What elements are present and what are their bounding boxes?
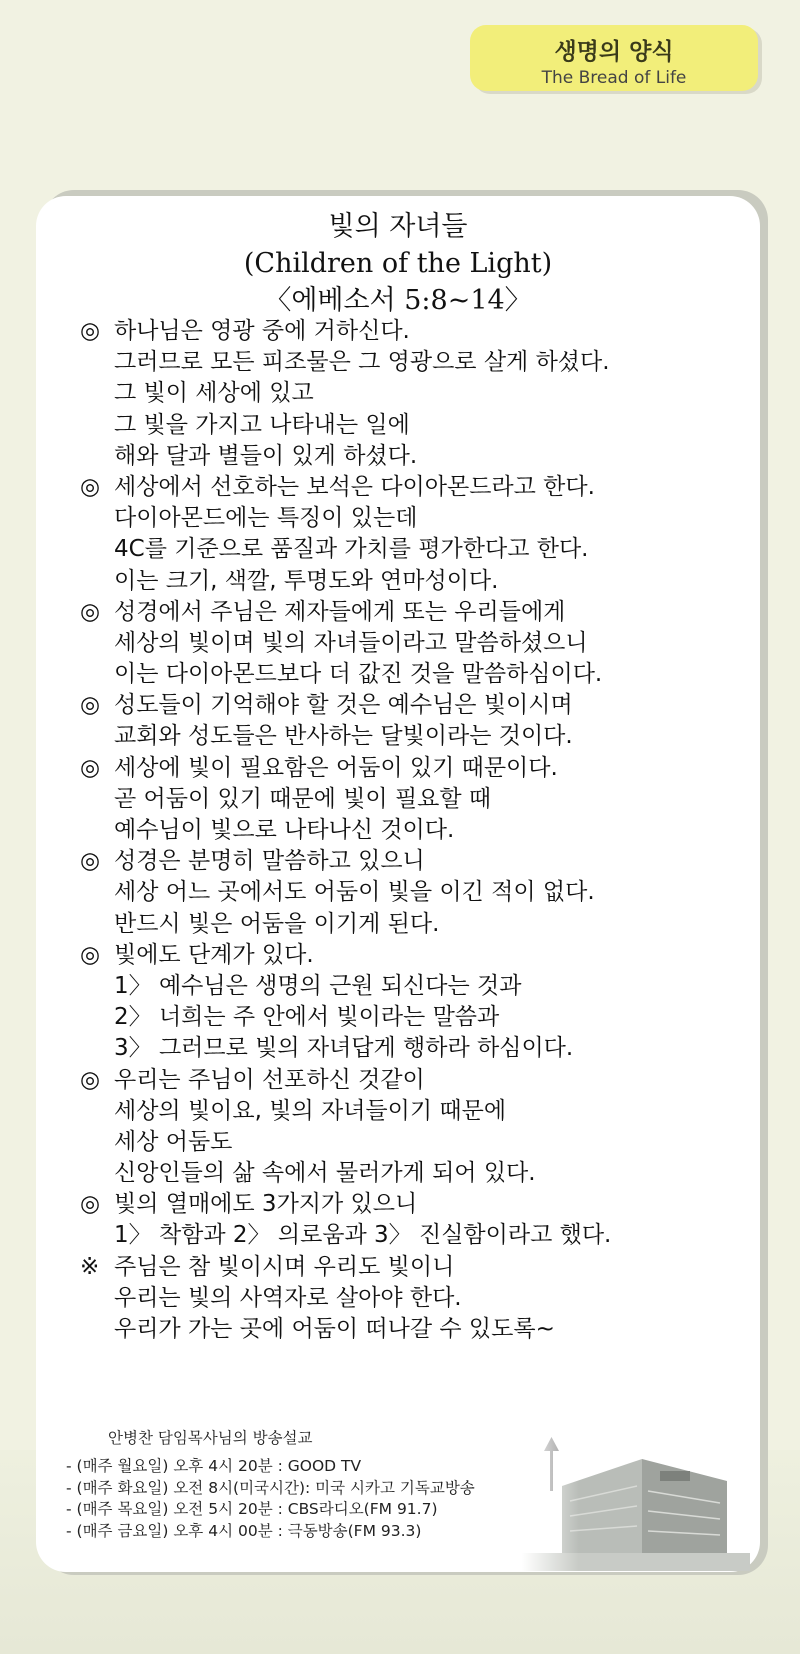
bullet-mark: ◎ xyxy=(80,1191,101,1218)
sermon-heading xyxy=(36,208,760,319)
sermon-line xyxy=(80,659,750,690)
bullet-mark: ◎ xyxy=(80,598,101,625)
sermon-line-text: 2〉 너희는 주 안에서 빛이라는 말씀과 xyxy=(114,1004,500,1031)
sermon-line-text: 다이아몬드에는 특징이 있는데 xyxy=(114,505,418,532)
sermon-line xyxy=(80,877,750,908)
bullet-mark: ◎ xyxy=(80,318,101,344)
sermon-line-text: 3〉 그러므로 빛의 자녀답게 행하라 하심이다. xyxy=(114,1035,574,1062)
sermon-line-text: 반드시 빛은 어둠을 이기게 된다. xyxy=(114,910,440,937)
sermon-line xyxy=(80,971,750,1002)
sermon-line xyxy=(80,784,750,815)
sermon-line xyxy=(80,1189,750,1220)
sermon-line-text: 그 빛이 세상에 있고 xyxy=(114,380,314,407)
sermon-line-text: 주님은 참 빛이시며 우리도 빛이니 xyxy=(114,1253,455,1280)
sermon-line xyxy=(80,1002,750,1033)
sermon-line-text: 세상의 빛이요, 빛의 자녀들이기 때문에 xyxy=(114,1097,507,1124)
section-title-ko: 생명의 양식 xyxy=(554,39,674,65)
sermon-line-text: 세상 어느 곳에서도 어둠이 빛을 이긴 적이 없다. xyxy=(114,879,595,906)
sermon-line-text: 성경에서 주님은 제자들에게 또는 우리들에게 xyxy=(114,598,566,625)
sermon-line xyxy=(80,316,750,347)
sermon-line-text: 이는 다이아몬드보다 더 값진 것을 말씀하심이다. xyxy=(114,661,603,688)
broadcast-item: - (매주 목요일) 오전 5시 20분 : CBS라디오(FM 91.7) xyxy=(66,1500,438,1518)
sermon-line xyxy=(80,1096,750,1127)
sermon-line xyxy=(80,1065,750,1096)
sermon-line-text: 우리는 빛의 사역자로 살아야 한다. xyxy=(114,1284,462,1311)
sermon-card xyxy=(36,196,760,1572)
sermon-line xyxy=(80,441,750,472)
sermon-line-text: 예수님이 빛으로 나타나신 것이다. xyxy=(114,817,455,843)
sermon-line xyxy=(80,721,750,752)
bullet-mark: ◎ xyxy=(80,754,101,781)
sermon-line-text: 곧 어둠이 있기 때문에 빛이 필요할 때 xyxy=(114,785,492,812)
sermon-line xyxy=(80,534,750,565)
sermon-line-text: 교회와 성도들은 반사하는 달빛이라는 것이다. xyxy=(114,723,573,750)
sermon-line-text: 빛의 열매에도 3가지가 있으니 xyxy=(114,1191,418,1218)
bullet-mark: ◎ xyxy=(80,1066,101,1093)
sermon-line xyxy=(80,753,750,784)
sermon-line xyxy=(80,410,750,441)
sermon-line-text: 성경은 분명히 말씀하고 있으니 xyxy=(114,848,425,875)
sermon-line xyxy=(80,1127,750,1158)
sermon-line-text: 1〉 착함과 2〉 의로움과 3〉 진실함이라고 했다. xyxy=(114,1222,612,1249)
sermon-line xyxy=(80,472,750,503)
bullet-mark: ◎ xyxy=(80,692,101,719)
sermon-line-text: 세상의 빛이며 빛의 자녀들이라고 말씀하셨으니 xyxy=(114,629,588,656)
bullet-mark: ◎ xyxy=(80,941,101,968)
sermon-title: 빛의 자녀들 xyxy=(328,211,468,242)
broadcast-item: - (매주 금요일) 오후 4시 00분 : 극동방송(FM 93.3) xyxy=(66,1521,422,1540)
sermon-line-text: 빛에도 단계가 있다. xyxy=(114,941,314,968)
section-title-en: The Bread of Life xyxy=(541,68,687,88)
sermon-line-text: 그 빛을 가지고 나타내는 일에 xyxy=(114,411,410,438)
sermon-line xyxy=(80,1314,750,1345)
bullet-mark: ◎ xyxy=(80,848,101,875)
sermon-line xyxy=(80,1283,750,1314)
section-tab xyxy=(470,25,758,91)
sermon-subtitle: (Children of the Light) xyxy=(243,248,553,279)
sermon-line-text: 세상에서 선호하는 보석은 다이아몬드라고 한다. xyxy=(114,473,595,500)
sermon-line-text: 우리가 가는 곳에 어둠이 떠나갈 수 있도록~ xyxy=(114,1316,555,1342)
note-mark: ※ xyxy=(80,1253,100,1280)
church-building-photo xyxy=(522,1431,750,1571)
sermon-line-text: 하나님은 영광 중에 거하신다. xyxy=(114,318,410,344)
sermon-line xyxy=(80,566,750,597)
scripture-reference: 〈에베소서 5:8~14〉 xyxy=(264,285,532,316)
sermon-line xyxy=(80,1252,750,1283)
sermon-line xyxy=(80,503,750,534)
sermon-line-text: 이는 크기, 색깔, 투명도와 연마성이다. xyxy=(114,567,499,594)
sermon-line xyxy=(80,628,750,659)
sermon-line-text: 신앙인들의 삶 속에서 물러가게 되어 있다. xyxy=(114,1160,536,1187)
sermon-line-text: 우리는 주님이 선포하신 것같이 xyxy=(114,1066,425,1093)
sermon-line xyxy=(80,1220,750,1251)
sermon-line xyxy=(80,347,750,378)
sermon-line-text: 성도들이 기억해야 할 것은 예수님은 빛이시며 xyxy=(114,692,573,719)
sermon-line xyxy=(80,378,750,409)
sermon-line xyxy=(80,690,750,721)
sermon-line xyxy=(80,815,750,846)
bullet-mark: ◎ xyxy=(80,473,101,500)
sermon-line-text: 1〉 예수님은 생명의 근원 되신다는 것과 xyxy=(114,972,522,999)
sermon-body xyxy=(80,316,750,1345)
sermon-line xyxy=(80,909,750,940)
sermon-line xyxy=(80,940,750,971)
sermon-line xyxy=(80,597,750,628)
sermon-line xyxy=(80,846,750,877)
sermon-line xyxy=(80,1033,750,1064)
broadcast-schedule xyxy=(66,1424,586,1542)
sermon-line-text: 4C를 기준으로 품질과 가치를 평가한다고 한다. xyxy=(114,536,589,563)
sermon-line-text: 세상 어둠도 xyxy=(114,1128,233,1155)
sermon-line-text: 세상에 빛이 필요함은 어둠이 있기 때문이다. xyxy=(114,754,558,781)
broadcast-item: - (매주 화요일) 오전 8시(미국시간): 미국 시카고 기독교방송 xyxy=(66,1478,475,1497)
broadcast-title: 안병찬 담임목사님의 방송설교 xyxy=(108,1429,313,1447)
sermon-line-text: 그러므로 모든 피조물은 그 영광으로 살게 하셨다. xyxy=(114,349,610,376)
sermon-line xyxy=(80,1158,750,1189)
sermon-line-text: 해와 달과 별들이 있게 하셨다. xyxy=(114,442,418,469)
broadcast-item: - (매주 월요일) 오후 4시 20분 : GOOD TV xyxy=(66,1457,362,1475)
